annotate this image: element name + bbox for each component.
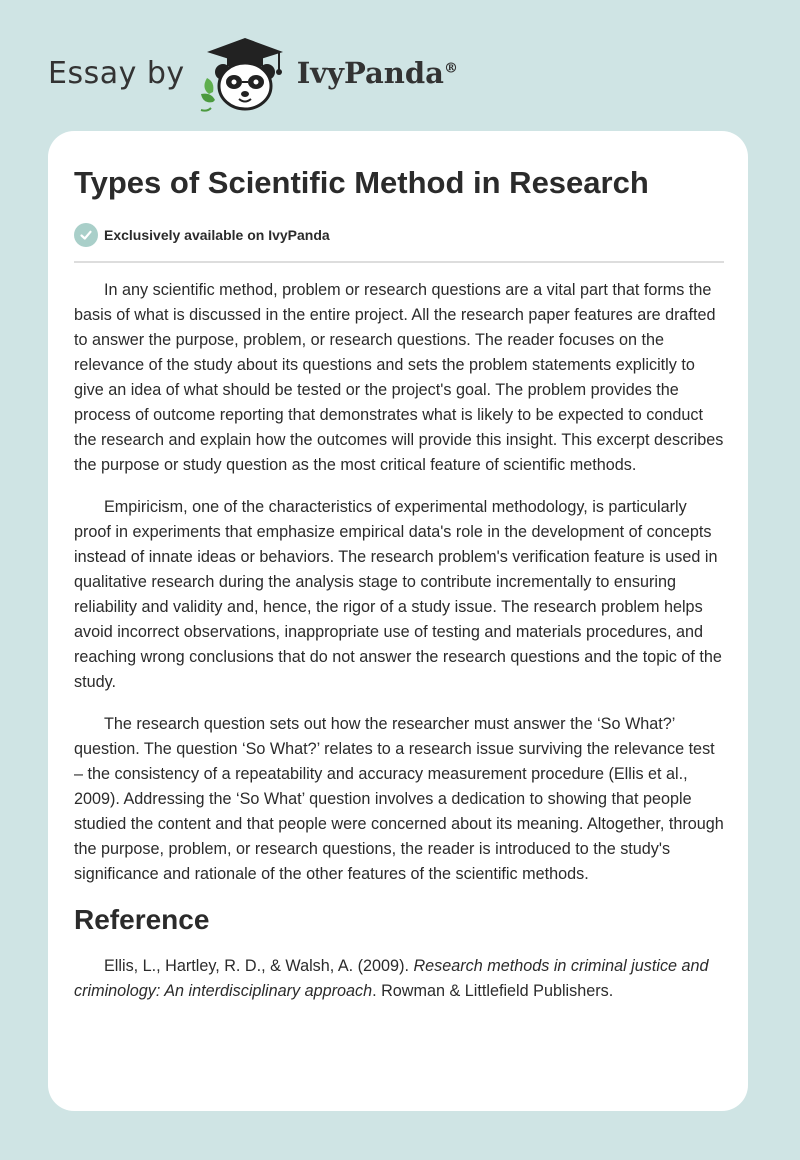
check-circle-icon: [74, 223, 98, 247]
paragraph: In any scientific method, problem or research questions are a vital part that forms the basis of what is discussed in the entire project. All the research paper features are drafted to answer the purpose, problem, or research questions. The reader focuses on the relevance of the study about its questions and sets the problem statements explicitly to give an idea of what should be tested or the project's goal. The problem provides the process of outcome reporting that demonstrates what is likely to be expected to conduct the research and explain how the outcomes will provide this insight. This excerpt describes the purpose or study question as the most critical feature of scientific methods.: [74, 281, 724, 474]
divider: [74, 261, 724, 263]
essay-by-label: Essay by: [48, 55, 185, 91]
paragraph: Empiricism, one of the characteristics of experimental methodology, is particularly proof in experiments that emphasize empirical data's role in the development of concepts instead of innate ideas or behaviors. The research problem's verification feature is used in qualitative research during the analysis stage to contribute incrementally to ensuring reliability and validity and, hence, the rigor of a study issue. The research problem helps avoid incorrect observations, inappropriate use of testing and materials procedures, and reaching wrong conclusions that do not answer the research questions and the topic of the study.: [74, 498, 722, 691]
registered-mark: ®: [443, 60, 458, 77]
reference-title: Research methods in criminal justice and criminology: An interdisciplinary approach: [74, 957, 709, 1000]
exclusive-badge: [74, 223, 330, 247]
reference-publisher: . Rowman & Littlefield Publishers.: [372, 982, 614, 1000]
essay-body: [74, 278, 724, 1021]
panda-graduate-logo-icon[interactable]: [199, 32, 291, 114]
reference-authors: Ellis, L., Hartley, R. D., & Walsh, A. (2009).: [104, 957, 414, 975]
reference-heading: Reference: [74, 904, 210, 935]
exclusive-badge-label: Exclusively available on IvyPanda: [104, 227, 330, 243]
paragraph: The research question sets out how the researcher must answer the ‘So What?’ question. The question ‘So What?’ relates to a research issue surviving the relevance test – the consistency of a repeatability and accuracy measurement procedure (Ellis et al., 2009). Addressing the ‘So What’ question involves a dedication to showing that people studied the content and that people were concerned about its meaning. Altogether, through the purpose, problem, or research questions, the reader is introduced to the study's significance and rationale of the other features of the scientific methods.: [74, 715, 724, 883]
essay-card: [48, 131, 748, 1111]
site-header: [48, 28, 458, 118]
reference-entry: [74, 954, 724, 1004]
page-title: Types of Scientific Method in Research: [74, 165, 649, 200]
brand-name[interactable]: IvyPanda®: [296, 56, 458, 90]
